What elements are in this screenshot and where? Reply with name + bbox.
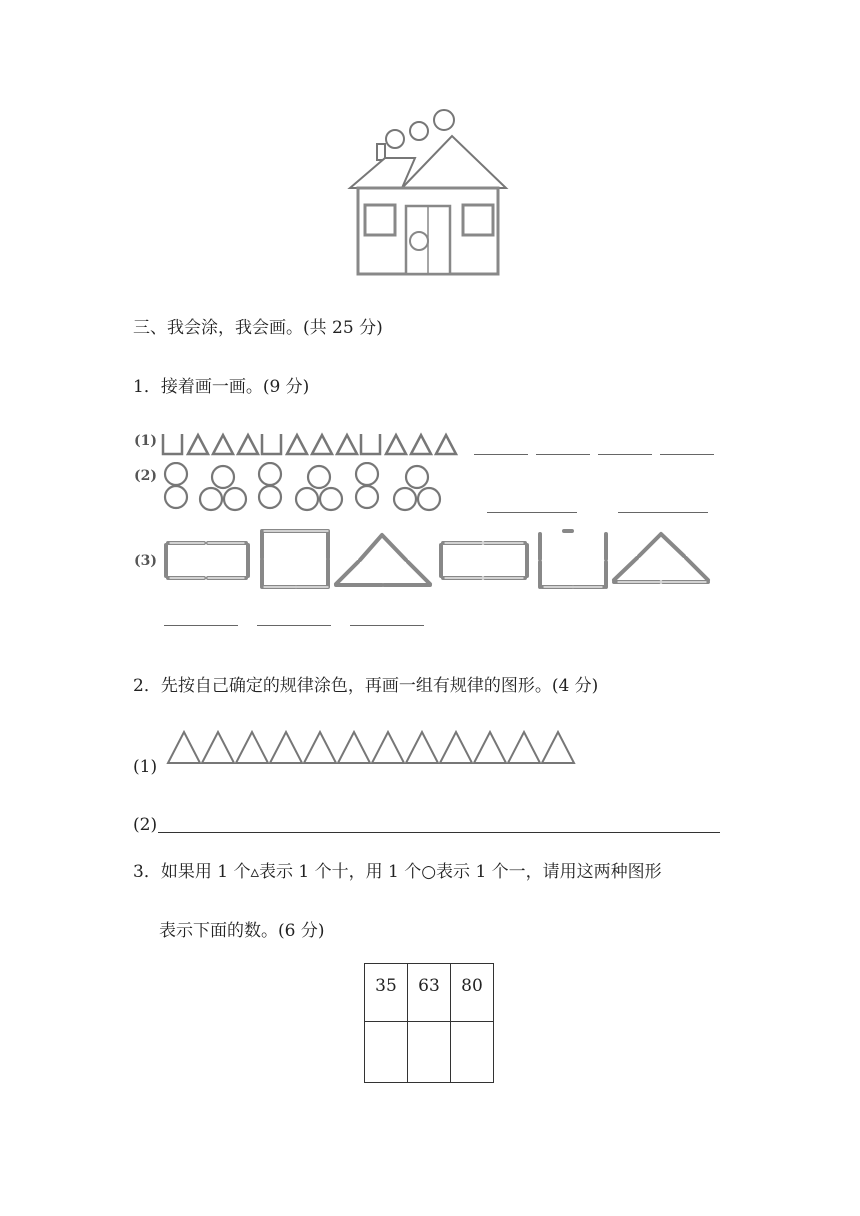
- door-circle: [410, 232, 428, 250]
- number-table: [364, 963, 494, 1083]
- row-1-pattern: [160, 430, 460, 458]
- row-2-label: (2): [134, 468, 157, 484]
- right-window: [463, 205, 493, 235]
- triangle-shape[interactable]: [338, 732, 370, 763]
- number-cell: 63: [408, 964, 451, 1022]
- triangle-shape[interactable]: [168, 732, 200, 763]
- question-2-title: 2．先按自己确定的规律涂色，再画一组有规律的图形。(4 分): [133, 676, 599, 696]
- open-square-shape: [163, 434, 182, 454]
- triangle-row[interactable]: [166, 730, 580, 766]
- question-3-line-1: 3．如果用 1 个▵表示 1 个十，用 1 个○表示 1 个一，请用这两种图形: [133, 862, 662, 882]
- question-2-drawing-line[interactable]: [158, 832, 720, 833]
- row-1-label: (1): [134, 433, 157, 449]
- house-illustration: [340, 102, 520, 282]
- answer-blank[interactable]: [598, 454, 652, 455]
- triangle-shape[interactable]: [440, 732, 472, 763]
- chimney: [377, 144, 385, 160]
- answer-cell[interactable]: [408, 1022, 451, 1083]
- row-3-matchstick-pattern: [160, 522, 720, 592]
- triangle-shape[interactable]: [372, 732, 404, 763]
- row-3-label: (3): [134, 553, 157, 569]
- question-2-part-1-label: (1): [133, 757, 158, 777]
- triangle-shape[interactable]: [202, 732, 234, 763]
- question-2-part-2-label: (2): [133, 815, 158, 835]
- answer-blank[interactable]: [350, 625, 424, 626]
- number-cell: 80: [451, 964, 494, 1022]
- answer-cell[interactable]: [451, 1022, 494, 1083]
- triangle-shape[interactable]: [406, 732, 438, 763]
- triangle-shape[interactable]: [508, 732, 540, 763]
- question-3-line-2: 表示下面的数。(6 分): [159, 921, 325, 941]
- number-cell: 35: [365, 964, 408, 1022]
- triangle-shape[interactable]: [474, 732, 506, 763]
- triangle-shape[interactable]: [236, 732, 268, 763]
- triangle-shape[interactable]: [270, 732, 302, 763]
- left-window: [365, 205, 395, 235]
- main-roof: [402, 136, 506, 188]
- triangle-shape[interactable]: [542, 732, 574, 763]
- answer-blank[interactable]: [536, 454, 590, 455]
- row-2-pattern: [160, 462, 450, 518]
- answer-blank[interactable]: [474, 454, 528, 455]
- answer-blank[interactable]: [618, 512, 708, 513]
- question-1-title: 1．接着画一画。(9 分): [133, 377, 310, 397]
- smoke-circles: [386, 110, 454, 148]
- triangle-shape[interactable]: [304, 732, 336, 763]
- answer-blank[interactable]: [164, 625, 238, 626]
- section-heading: 三、我会涂，我会画。(共 25 分): [133, 318, 383, 338]
- answer-blank[interactable]: [487, 512, 577, 513]
- answer-blank[interactable]: [660, 454, 714, 455]
- answer-cell[interactable]: [365, 1022, 408, 1083]
- answer-blank[interactable]: [257, 625, 331, 626]
